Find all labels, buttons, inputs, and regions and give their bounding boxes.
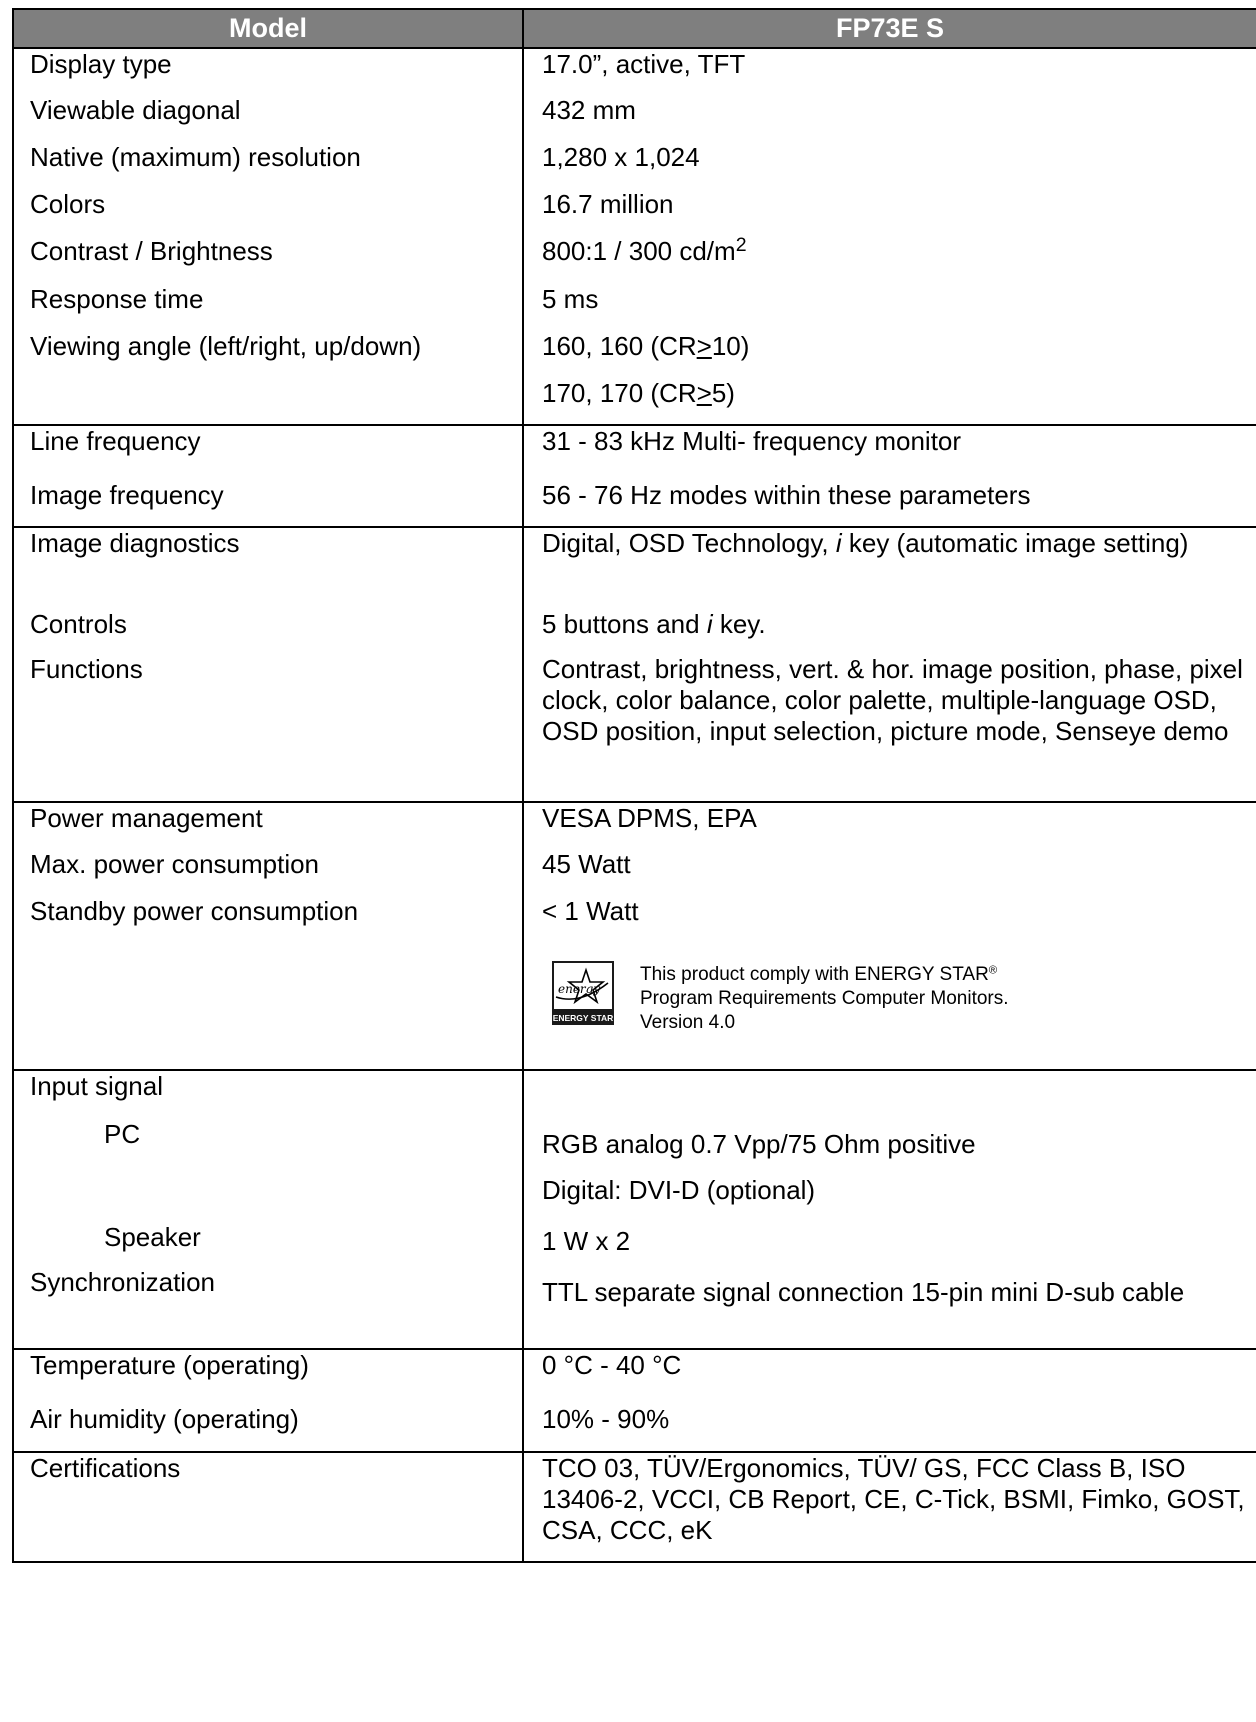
functions-label: Functions — [13, 654, 523, 802]
contrast-value-text: 800:1 / 300 cd/m — [542, 236, 736, 266]
viewing-angle-label: Viewing angle (left/right, up/down) — [13, 331, 523, 378]
viewing-angle-text: 170, 170 (CR — [542, 378, 697, 408]
certifications-value: TCO 03, TÜV/Ergonomics, TÜV/ GS, FCC Class B, ISO 13406-2, VCCI, CB Report, CE, C-Tick, BSMI, Fimko, GOST, CSA, CCC, eK — [523, 1452, 1256, 1562]
table-row — [13, 1175, 1256, 1222]
max-power-label: Max. power consumption — [13, 849, 523, 896]
header-row — [13, 9, 1256, 48]
table-row — [13, 1349, 1256, 1404]
empty-cell — [13, 378, 523, 425]
speaker-label-cell — [13, 1222, 523, 1267]
native-resolution-value: 1,280 x 1,024 — [523, 142, 1256, 189]
native-resolution-label: Native (maximum) resolution — [13, 142, 523, 189]
synchronization-value: TTL separate signal connection 15-pin mini D-sub cable — [523, 1267, 1256, 1349]
standby-power-label: Standby power consumption — [13, 896, 523, 943]
response-time-label: Response time — [13, 284, 523, 331]
image-frequency-label: Image frequency — [13, 480, 523, 527]
image-diagnostics-value — [523, 527, 1256, 609]
contrast-label: Contrast / Brightness — [13, 236, 523, 284]
speaker-label: Speaker — [104, 1222, 201, 1252]
humidity-value: 10% - 90% — [523, 1404, 1256, 1452]
colors-label: Colors — [13, 189, 523, 236]
temperature-value: 0 °C - 40 °C — [523, 1349, 1256, 1404]
image-frequency-value: 56 - 76 Hz modes within these parameters — [523, 480, 1256, 527]
line-frequency-value: 31 - 83 kHz Multi- frequency monitor — [523, 425, 1256, 480]
empty-cell — [13, 1175, 523, 1222]
energy-logo-caption: ENERGY STAR — [552, 1013, 614, 1023]
energy-star-cell — [523, 943, 1256, 1070]
pc-label: PC — [104, 1119, 141, 1149]
pc-label-cell — [13, 1117, 523, 1175]
display-type-label: Display type — [13, 48, 523, 95]
table-row — [13, 654, 1256, 802]
pc-value-1: RGB analog 0.7 Vpp/75 Ohm positive — [523, 1117, 1256, 1175]
empty-cell — [13, 943, 523, 1070]
viewing-angle-value-2 — [523, 378, 1256, 425]
controls-value — [523, 609, 1256, 654]
response-time-value: 5 ms — [523, 284, 1256, 331]
table-row — [13, 331, 1256, 378]
controls-text: key. — [712, 609, 766, 639]
contrast-superscript: 2 — [735, 236, 747, 257]
energy-star-line-2: Program Requirements Computer Monitors. — [640, 988, 1009, 1009]
contrast-value — [523, 236, 1256, 284]
standby-power-value: < 1 Watt — [523, 896, 1256, 943]
table-row — [13, 425, 1256, 480]
table-row — [13, 527, 1256, 609]
line-frequency-label: Line frequency — [13, 425, 523, 480]
table-row — [13, 284, 1256, 331]
energy-star-logo-icon — [552, 961, 614, 1025]
table-row — [13, 95, 1256, 142]
synchronization-label: Synchronization — [13, 1267, 523, 1349]
speaker-value: 1 W x 2 — [523, 1222, 1256, 1267]
humidity-label: Air humidity (operating) — [13, 1404, 523, 1452]
table-row — [13, 849, 1256, 896]
table-row — [13, 189, 1256, 236]
header-model-value: FP73E S — [523, 9, 1256, 48]
ge-symbol: > — [696, 331, 712, 361]
table-row — [13, 802, 1256, 849]
table-row — [13, 1117, 1256, 1175]
empty-cell — [523, 1070, 1256, 1117]
power-management-label: Power management — [13, 802, 523, 849]
table-row — [13, 1222, 1256, 1267]
table-row — [13, 1267, 1256, 1349]
table-row — [13, 1070, 1256, 1117]
energy-star-block — [552, 961, 1246, 1035]
colors-value: 16.7 million — [523, 189, 1256, 236]
energy-star-line-1 — [640, 963, 1009, 987]
display-type-value: 17.0”, active, TFT — [523, 48, 1256, 95]
power-management-value: VESA DPMS, EPA — [523, 802, 1256, 849]
viewing-angle-text: 160, 160 (CR — [542, 331, 697, 361]
table-row — [13, 378, 1256, 425]
spec-table — [12, 8, 1256, 1563]
temperature-label: Temperature (operating) — [13, 1349, 523, 1404]
table-row — [13, 236, 1256, 284]
i-key-text: i — [706, 609, 713, 639]
viewable-diagonal-label: Viewable diagonal — [13, 95, 523, 142]
table-row — [13, 1452, 1256, 1562]
image-diagnostics-label: Image diagnostics — [13, 527, 523, 609]
table-row — [13, 142, 1256, 189]
viewable-diagonal-value: 432 mm — [523, 95, 1256, 142]
input-signal-label: Input signal — [13, 1070, 523, 1117]
pc-value-2: Digital: DVI-D (optional) — [523, 1175, 1256, 1222]
energy-star-line-1-text: This product comply with ENERGY STAR — [640, 964, 989, 985]
energy-logo-script: energy — [558, 982, 601, 996]
table-row — [13, 480, 1256, 527]
table-row — [13, 48, 1256, 95]
registered-mark: ® — [988, 964, 998, 977]
header-model-label: Model — [13, 9, 523, 48]
i-key-text: i — [835, 528, 842, 558]
table-row — [13, 1404, 1256, 1452]
controls-text: 5 buttons and — [542, 609, 707, 639]
functions-value: Contrast, brightness, vert. & hor. image position, phase, pixel clock, color balance, color palette, multiple-language OSD, OSD position, input selection, picture mode, Senseye demo — [523, 654, 1256, 802]
energy-star-text — [640, 963, 1009, 1035]
diagnostics-text: key (automatic image setting) — [841, 528, 1189, 558]
table-row — [13, 609, 1256, 654]
viewing-angle-value-1 — [523, 331, 1256, 378]
viewing-angle-text: 5) — [711, 378, 735, 408]
energy-star-line-3: Version 4.0 — [640, 1012, 736, 1033]
diagnostics-text: Digital, OSD Technology, — [542, 528, 836, 558]
table-row — [13, 943, 1256, 1070]
max-power-value: 45 Watt — [523, 849, 1256, 896]
certifications-label: Certifications — [13, 1452, 523, 1562]
controls-label: Controls — [13, 609, 523, 654]
viewing-angle-text: 10) — [711, 331, 750, 361]
ge-symbol: > — [696, 378, 712, 408]
table-row — [13, 896, 1256, 943]
